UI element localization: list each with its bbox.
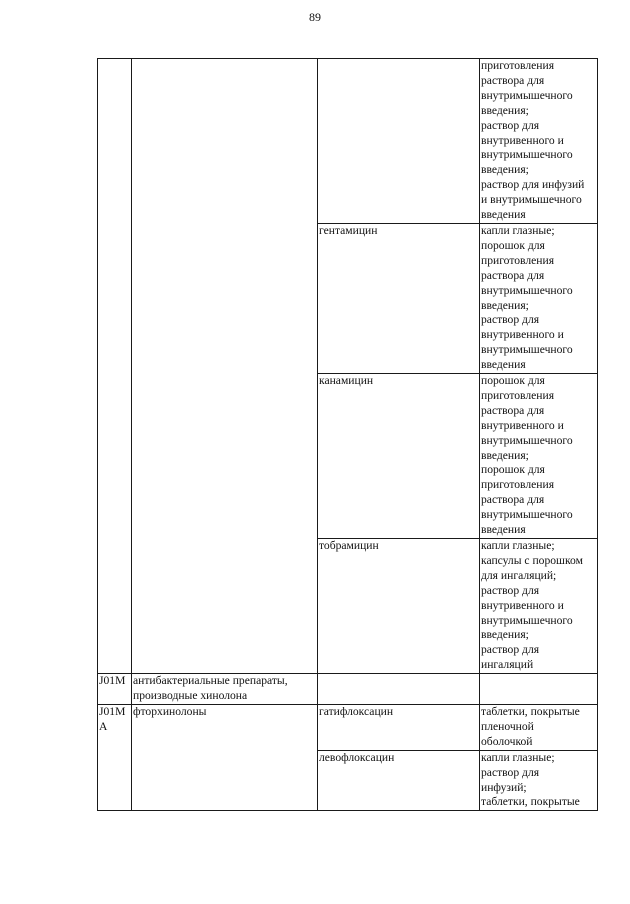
atc-code-cell — [98, 59, 132, 674]
dosage-form-line: внутривенного и — [481, 418, 564, 432]
dosage-form-line: введения; — [481, 163, 529, 177]
atc-code-cell: J01MA — [98, 704, 132, 810]
dosage-form-cell — [480, 704, 598, 750]
table-row — [98, 704, 598, 750]
substance-cell — [318, 59, 480, 224]
dosage-form-line: раствор для инфузий — [481, 178, 585, 192]
dosage-form-line: внутримышечного — [481, 508, 573, 522]
dosage-form-line: приготовления — [481, 388, 555, 402]
dosage-form-line: введения; — [481, 628, 529, 642]
dosage-form-line: таблетки, покрытые — [481, 704, 580, 718]
table-row — [98, 674, 598, 705]
dosage-form-line: пленочной — [481, 719, 534, 733]
dosage-form-line: раствор для — [481, 313, 540, 327]
dosage-form-line: капли глазные; — [481, 223, 555, 237]
dosage-form-line: капли глазные; — [481, 539, 555, 552]
dosage-form-line: порошок для — [481, 374, 545, 388]
dosage-form-line: раствора для — [481, 268, 545, 282]
drug-table — [97, 58, 598, 811]
dosage-form-line: введения; — [481, 448, 529, 462]
substance-cell: тобрамицин — [318, 539, 480, 674]
atc-code-cell: J01M — [98, 674, 132, 705]
dosage-form-line: введения; — [481, 103, 529, 117]
dosage-form-line: внутримышечного — [481, 343, 573, 357]
dosage-form-line: ингаляций — [481, 658, 534, 672]
dosage-form-line: введения; — [481, 298, 529, 312]
dosage-form-line: приготовления — [481, 253, 555, 267]
dosage-form-cell — [480, 223, 598, 373]
dosage-form-line: приготовления — [481, 59, 555, 72]
dosage-form-line: капли глазные; — [481, 750, 555, 764]
dosage-form-line: раствора для — [481, 403, 545, 417]
group-cell: антибактериальные препараты, производные хинолона — [132, 674, 318, 705]
substance-cell: канамицин — [318, 374, 480, 539]
dosage-form-line: и внутримышечного — [481, 193, 582, 207]
dosage-form-line: внутривенного и — [481, 133, 564, 147]
dosage-form-line: приготовления — [481, 478, 555, 492]
dosage-form-line: внутримышечного — [481, 283, 573, 297]
dosage-form-cell — [480, 539, 598, 674]
substance-cell: гентамицин — [318, 223, 480, 373]
dosage-form-line: раствор для — [481, 765, 540, 779]
dosage-form-line: внутривенного и — [481, 328, 564, 342]
page-number: 89 — [309, 10, 321, 24]
dosage-form-line: внутримышечного — [481, 88, 573, 102]
dosage-form-line: раствора для — [481, 73, 545, 87]
dosage-form-line: раствор для — [481, 118, 540, 132]
dosage-form-line: для ингаляций; — [481, 568, 557, 582]
dosage-form-line: внутримышечного — [481, 613, 573, 627]
dosage-form-line: порошок для — [481, 238, 545, 252]
dosage-form-cell — [480, 374, 598, 539]
dosage-form-line: раствор для — [481, 643, 540, 657]
dosage-form-line: внутримышечного — [481, 433, 573, 447]
dosage-form-line: инфузий; — [481, 780, 527, 794]
dosage-form-line: раствор для — [481, 583, 540, 597]
dosage-form-line: введения — [481, 358, 526, 372]
dosage-form-line: таблетки, покрытые — [481, 795, 580, 809]
table-row — [98, 59, 598, 224]
dosage-form-cell — [480, 59, 598, 224]
substance-cell: левофлоксацин — [318, 750, 480, 811]
dosage-form-line: раствора для — [481, 493, 545, 507]
dosage-form-cell — [480, 674, 598, 705]
dosage-form-line: внутривенного и — [481, 598, 564, 612]
dosage-form-line: введения — [481, 523, 526, 537]
dosage-form-line: внутримышечного — [481, 148, 573, 162]
dosage-form-line: оболочкой — [481, 734, 533, 748]
dosage-form-line: введения — [481, 208, 526, 222]
dosage-form-cell — [480, 750, 598, 811]
dosage-form-line: порошок для — [481, 463, 545, 477]
group-cell: фторхинолоны — [132, 704, 318, 810]
substance-cell — [318, 674, 480, 705]
substance-cell: гатифлоксацин — [318, 704, 480, 750]
group-cell — [132, 59, 318, 674]
dosage-form-line: капсулы с порошком — [481, 553, 583, 567]
